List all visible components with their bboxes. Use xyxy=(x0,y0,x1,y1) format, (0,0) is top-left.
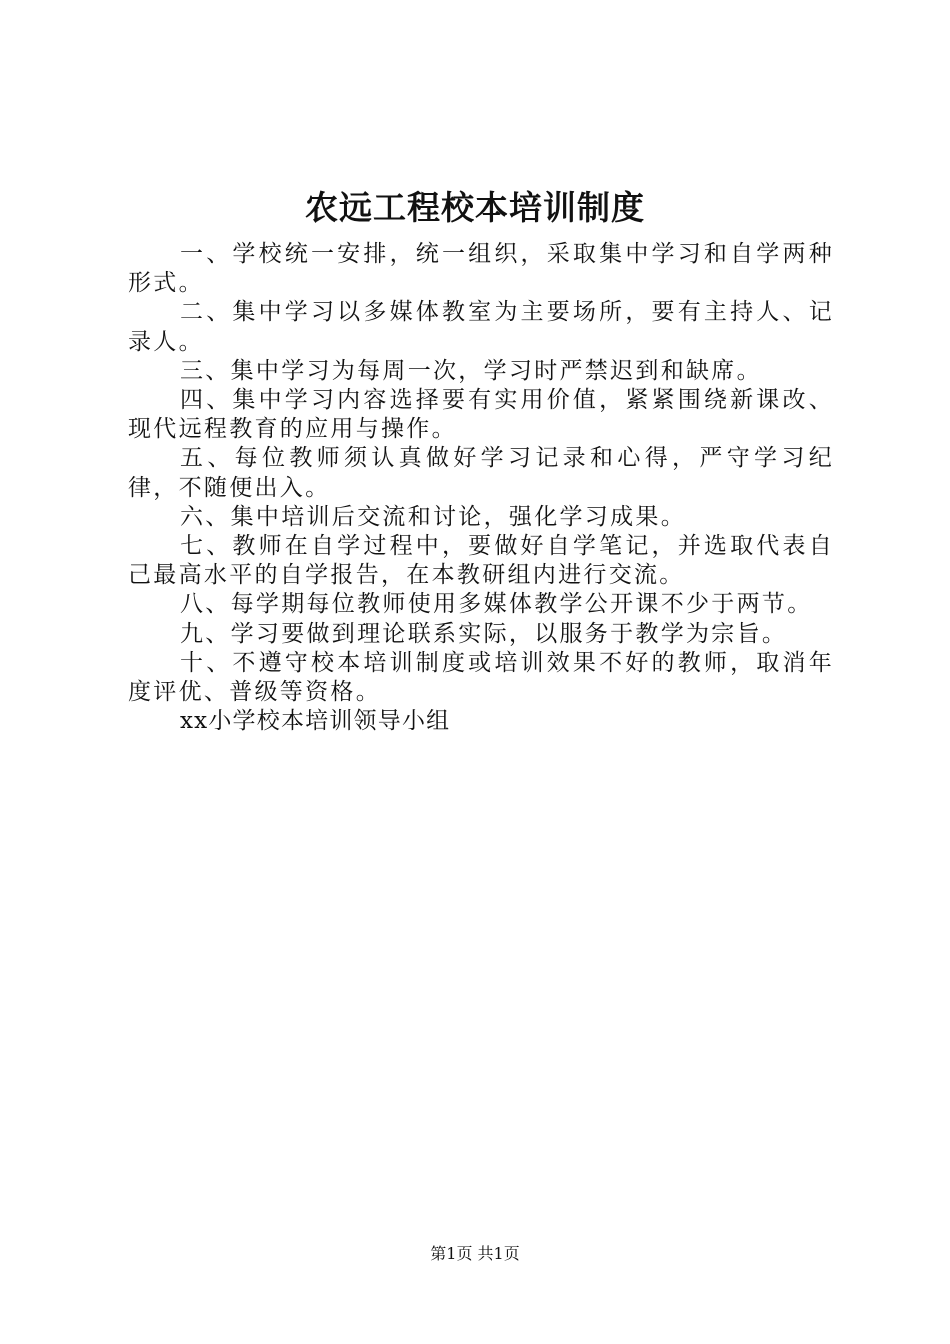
document-body xyxy=(128,240,834,736)
rule-paragraph-9: 九、学习要做到理论联系实际，以服务于教学为宗旨。 xyxy=(180,620,788,647)
signature: xx小学校本培训领导小组 xyxy=(180,708,451,735)
rule-paragraph-3: 三、集中学习为每周一次，学习时严禁迟到和缺席。 xyxy=(180,357,762,384)
rule-paragraph-6: 六、集中培训后交流和讨论，强化学习成果。 xyxy=(180,503,686,530)
rule-paragraph-4: 四、集中学习内容选择要有实用价值，紧紧围绕新课改、现代远程教育的应用与操作。 xyxy=(128,387,834,443)
page-title: 农远工程校本培训制度 xyxy=(305,188,645,227)
rule-paragraph-8: 八、每学期每位教师使用多媒体教学公开课不少于两节。 xyxy=(180,591,813,618)
rule-paragraph-7: 七、教师在自学过程中，要做好自学笔记，并选取代表自己最高水平的自学报告，在本教研组内进行交流。 xyxy=(128,533,834,589)
rule-paragraph-2: 二、集中学习以多媒体教室为主要场所，要有主持人、记录人。 xyxy=(128,299,834,355)
rule-paragraph-1: 一、学校统一安排，统一组织，采取集中学习和自学两种形式。 xyxy=(128,241,834,297)
rule-paragraph-5: 五、每位教师须认真做好学习记录和心得，严守学习纪律，不随便出入。 xyxy=(128,445,834,501)
page-footer: 第1页 共1页 xyxy=(430,1244,520,1263)
rule-paragraph-10: 十、不遵守校本培训制度或培训效果不好的教师，取消年度评优、普级等资格。 xyxy=(128,649,834,706)
